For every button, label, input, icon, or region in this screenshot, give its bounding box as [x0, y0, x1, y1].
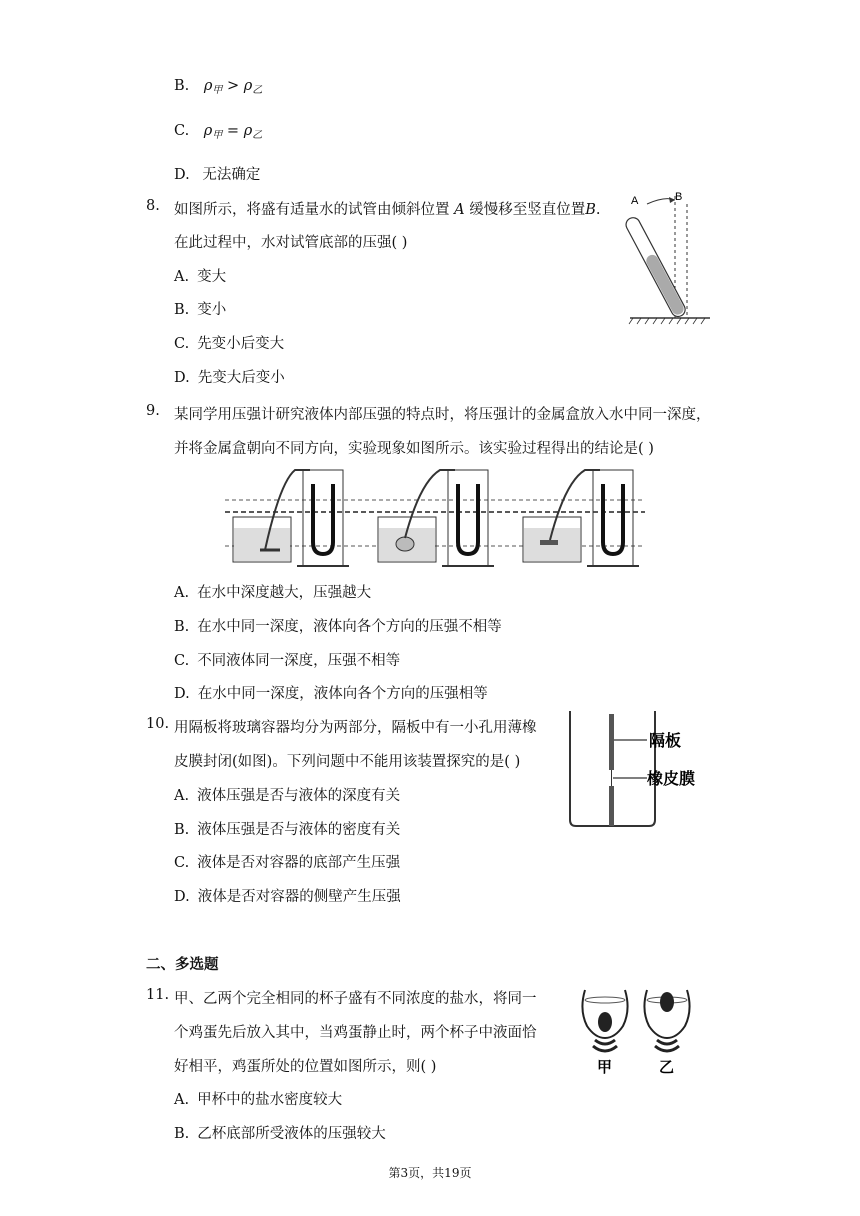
q8-option-d: D. 先变大后变小	[174, 370, 285, 386]
test-tube-figure	[625, 188, 715, 328]
question-text-line: 用隔板将玻璃容器均分为两部分，隔板中有一小孔用薄橡	[174, 720, 537, 736]
question-number: 11.	[146, 987, 170, 1003]
operator: =	[222, 123, 244, 139]
rho-symbol: ρ	[203, 123, 213, 139]
subscript: 甲	[212, 85, 223, 96]
q10-option-b: B. 液体压强是否与液体的密度有关	[174, 822, 401, 838]
q9-option-a: A. 在水中深度越大，压强越大	[174, 585, 372, 601]
question-number: 8.	[146, 198, 160, 214]
question-number: 9.	[146, 403, 160, 419]
question-text-line: 个鸡蛋先后放入其中，当鸡蛋静止时，两个杯子中液面恰	[174, 1025, 537, 1041]
q10-option-a: A. 液体压强是否与液体的深度有关	[174, 788, 401, 804]
rho-symbol: ρ	[243, 78, 253, 94]
subscript: 甲	[212, 130, 223, 141]
q8-option-b: B. 变小	[174, 302, 227, 318]
option-text: 无法确定	[202, 167, 261, 183]
question-text-line: 好相平，鸡蛋所处的位置如图所示，则( )	[174, 1059, 437, 1075]
section-title: 二、多选题	[146, 956, 219, 973]
subscript: 乙	[252, 130, 263, 141]
label-membrane: 橡皮膜	[647, 769, 696, 788]
question-text-line: 如图所示，将盛有适量水的试管由倾斜位置 A 缓慢移至竖直位置B.	[174, 202, 601, 218]
q9-option-c: C. 不同液体同一深度，压强不相等	[174, 653, 401, 669]
q9-option-b: B. 在水中同一深度，液体向各个方向的压强不相等	[174, 619, 502, 635]
q7-option-b	[174, 78, 262, 94]
q8-option-c: C. 先变小后变大	[174, 336, 285, 352]
q10-option-c: C. 液体是否对容器的底部产生压强	[174, 855, 401, 871]
q7-option-d	[174, 163, 260, 184]
egg-cups-figure	[575, 982, 705, 1077]
partition-container-figure	[565, 708, 725, 830]
page-footer: 第3页，共19页	[388, 1166, 472, 1180]
q10-option-d: D. 液体是否对容器的侧壁产生压强	[174, 889, 401, 905]
q11-option-a: A. 甲杯中的盐水密度较大	[174, 1092, 343, 1108]
option-label: D.	[174, 167, 190, 183]
option-label: B.	[174, 78, 190, 94]
question-text-line: 皮膜封闭(如图)。下列问题中不能用该装置探究的是( )	[174, 754, 521, 770]
option-label: C.	[174, 123, 190, 139]
question-text-line: 并将金属盒朝向不同方向，实验现象如图所示。该实验过程得出的结论是( )	[174, 441, 654, 457]
figure-label-a: A	[631, 195, 639, 207]
figure-label-b: B	[675, 191, 683, 203]
label-yi: 乙	[659, 1058, 675, 1076]
rho-symbol: ρ	[203, 78, 213, 94]
q11-option-b: B. 乙杯底部所受液体的压强较大	[174, 1126, 386, 1142]
question-text-line: 甲、乙两个完全相同的杯子盛有不同浓度的盐水，将同一	[174, 991, 537, 1007]
label-partition: 隔板	[649, 731, 682, 750]
question-text-line: 在此过程中，水对试管底部的压强( )	[174, 235, 408, 251]
rho-symbol: ρ	[243, 123, 253, 139]
q8-option-a: A. 变大	[174, 269, 227, 285]
subscript: 乙	[252, 85, 263, 96]
q7-option-c	[174, 123, 262, 139]
pressure-gauge-figure	[225, 462, 645, 572]
label-jia: 甲	[597, 1058, 613, 1076]
question-number: 10.	[146, 716, 170, 732]
q9-option-d: D. 在水中同一深度，液体向各个方向的压强相等	[174, 686, 488, 702]
question-text-line: 某同学用压强计研究液体内部压强的特点时，将压强计的金属盒放入水中同一深度，	[174, 407, 711, 423]
operator: >	[222, 78, 244, 94]
